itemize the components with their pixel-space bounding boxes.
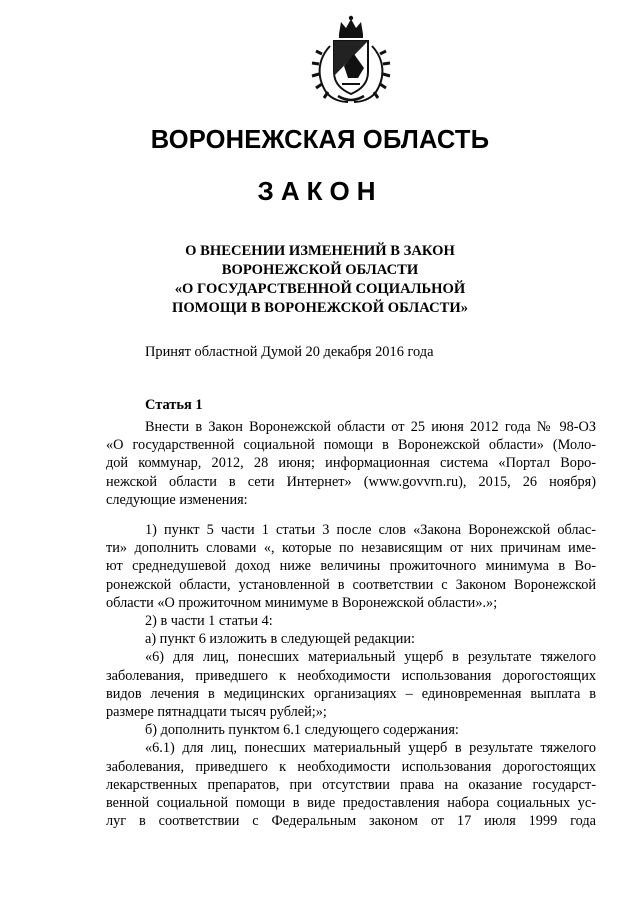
text-line: дой коммунар, 2012, 28 июня; информационная система «Портал Воро- [106,455,596,472]
text-line: «6.1) для лиц, понесших материальный ущерб в результате тяжелого [145,740,596,757]
text-line: заболевания, приведшего к необходимости использования дорогостоящих [106,667,596,684]
text-line: 1) пункт 5 части 1 статьи 3 после слов «Закона Воронежской облас- [145,522,596,538]
text-line: нежской области в сети Интернет» (www.govvrn.ru), 2015, 26 ноября) [106,473,596,490]
document-type: ЗАКОН [257,176,383,206]
title-line: «О ГОСУДАРСТВЕННОЙ СОЦИАЛЬНОЙ [174,281,466,297]
text-line: луг в соответствии с Федеральным законом от 17 июля 1999 года [106,813,596,830]
article-heading: Статья 1 [145,397,203,413]
law-title [120,242,520,318]
text-line: области «О прожиточном минимуме в Воронежской области».»; [106,594,498,611]
text-line: а) пункт 6 изложить в следующей редакции: [145,631,415,648]
article-intro [106,418,596,509]
text-line: следующие изменения: [106,491,248,508]
text-line: ти» дополнить словами «, которые по независящим от них причинам име- [106,540,596,557]
text-line: Внести в Закон Воронежской области от 25 июня 2012 года № 98-ОЗ [145,419,596,435]
adoption-note: Принят областной Думой 20 декабря 2016 года [145,344,434,360]
coat-of-arms-icon [308,14,394,106]
title-line: ПОМОЩИ В ВОРОНЕЖСКОЙ ОБЛАСТИ» [171,300,468,316]
text-line: видов лечения в медицинских организациях – единовременная выплата в [106,685,596,702]
text-line: заболевания, приведшего к необходимости использования дорогостоящих [106,758,596,775]
title-line: О ВНЕСЕНИИ ИЗМЕНЕНИЙ В ЗАКОН [185,243,455,259]
text-line: «О государственной социальной помощи в Воронежской области» (Моло- [106,437,596,454]
title-line: ВОРОНЕЖСКОЙ ОБЛАСТИ [221,262,419,278]
text-line: венной социальной помощи в виде предоставления набора социальных ус- [106,795,596,812]
article-body [106,521,596,830]
text-line: ют среднедушевой доход ниже величины прожиточного минимума в Во- [106,558,596,575]
text-line: 2) в части 1 статьи 4: [145,613,273,630]
region-name: ВОРОНЕЖСКАЯ ОБЛАСТЬ [150,126,490,154]
text-line: лекарственных препаратов, при отсутствии права на оказание государст- [106,776,596,793]
text-line: ронежской области, установленной в соответствии с Законом Воронежской [106,576,596,593]
text-line: размере пятнадцати тысяч рублей;»; [106,704,327,721]
text-line: б) дополнить пунктом 6.1 следующего содержания: [145,722,459,739]
text-line: «6) для лиц, понесших материальный ущерб в результате тяжелого [145,649,596,666]
